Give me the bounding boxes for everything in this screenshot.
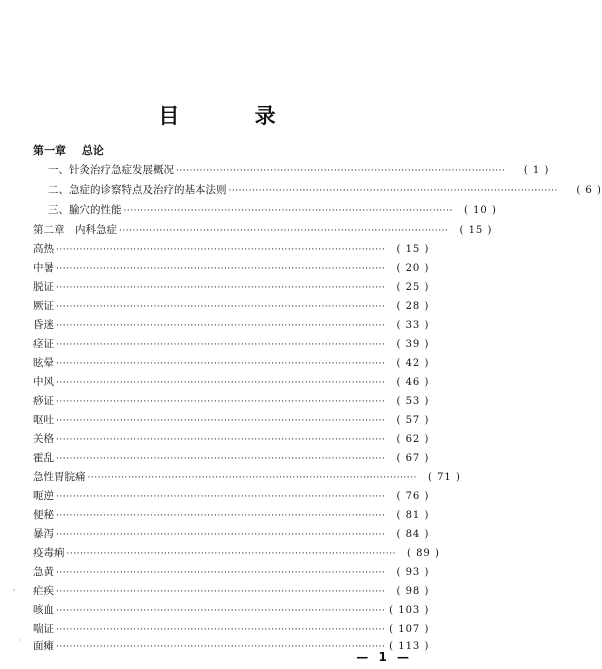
toc-entry-page: ( 103 ) <box>389 605 430 616</box>
toc-entry-label: 高热 <box>33 243 54 255</box>
toc-entry-label: 中风 <box>33 376 54 388</box>
dot-leader: ·································································································· <box>56 264 386 274</box>
toc-entry-page: ( 42 ) <box>396 358 430 369</box>
toc-entry-label: 急黄 <box>33 566 54 578</box>
toc-entry-label: 中暑 <box>33 262 54 274</box>
toc-entry[interactable] <box>33 335 430 353</box>
toc-entry[interactable] <box>33 449 430 467</box>
toc-entry[interactable] <box>33 373 430 391</box>
toc-entry-label: 疫毒痢 <box>33 547 65 559</box>
toc-entry-page: ( 6 ) <box>576 185 602 196</box>
dot-leader: ·································································································· <box>56 511 386 521</box>
toc-entry-label: 急性胃脘痛 <box>33 471 86 483</box>
toc-entry[interactable] <box>33 506 430 524</box>
dot-leader: ·································································································· <box>123 206 453 216</box>
dot-leader: ·································································································· <box>176 166 506 176</box>
toc-entry-page: ( 39 ) <box>396 339 430 350</box>
dot-leader: ·································································································· <box>56 454 386 464</box>
toc-entry-page: ( 76 ) <box>396 491 430 502</box>
dot-leader: ·································································································· <box>56 359 386 369</box>
toc-entry-label: 二、急症的诊察特点及治疗的基本法则 <box>48 184 227 196</box>
dot-leader: ·································································································· <box>56 606 386 616</box>
chapter-title: 总论 <box>81 144 104 157</box>
toc-entry[interactable] <box>33 487 430 505</box>
toc-entry-page: ( 46 ) <box>396 377 430 388</box>
toc-entry[interactable] <box>33 240 430 258</box>
dot-leader: ·································································································· <box>56 568 386 578</box>
toc-entry[interactable] <box>48 201 497 219</box>
toc-entry-label: 痧证 <box>33 395 54 407</box>
toc-entry-page: ( 33 ) <box>396 320 430 331</box>
dot-leader: ·································································································· <box>228 186 558 196</box>
dot-leader: ·································································································· <box>56 435 386 445</box>
toc-entry-label: 痉证 <box>33 338 54 350</box>
toc-entry-page: ( 20 ) <box>396 263 430 274</box>
toc-entry-page: ( 15 ) <box>459 225 493 236</box>
toc-entry[interactable] <box>33 620 430 638</box>
toc-entry-page: ( 15 ) <box>396 244 430 255</box>
toc-entry-label: 面瘫 <box>33 640 54 652</box>
toc-entry[interactable] <box>33 411 430 429</box>
toc-entry-label: 三、腧穴的性能 <box>48 204 122 216</box>
toc-entry-label: 昏迷 <box>33 319 54 331</box>
toc-entry-label: 疟疾 <box>33 585 54 597</box>
toc-entry-page: ( 93 ) <box>396 567 430 578</box>
toc-entry-label: 暴泻 <box>33 528 54 540</box>
toc-entry-label: 咳血 <box>33 604 54 616</box>
toc-entry[interactable] <box>33 601 430 619</box>
toc-entry-label: 便秘 <box>33 509 54 521</box>
dot-leader: ·································································································· <box>56 625 386 635</box>
toc-entry[interactable] <box>48 181 602 199</box>
toc-entry[interactable] <box>33 525 430 543</box>
toc-entry[interactable] <box>33 259 430 277</box>
toc-entry-label: 呕吐 <box>33 414 54 426</box>
toc-entry[interactable] <box>33 392 430 410</box>
toc-entry-label: 脱证 <box>33 281 54 293</box>
toc-entry-page: ( 89 ) <box>406 548 440 559</box>
dot-leader: ·································································································· <box>56 340 386 350</box>
dot-leader: ·································································································· <box>66 549 396 559</box>
toc-entry-page: ( 28 ) <box>396 301 430 312</box>
toc-entry[interactable] <box>48 161 550 179</box>
dot-leader: ·································································································· <box>56 642 386 652</box>
toc-entry-page: ( 1 ) <box>523 165 550 176</box>
dot-leader: ·································································································· <box>56 416 386 426</box>
toc-entry-page: ( 84 ) <box>396 529 430 540</box>
dot-leader: ·································································································· <box>56 283 386 293</box>
toc-entry-label: 一、针灸治疗急症发展概况 <box>48 164 174 176</box>
dot-leader: ·································································································· <box>56 530 386 540</box>
dot-leader: ·································································································· <box>56 245 386 255</box>
toc-entry[interactable] <box>33 468 461 486</box>
toc-entry[interactable] <box>33 278 430 296</box>
toc-entry-label: 关格 <box>33 433 54 445</box>
dot-leader: ·································································································· <box>119 226 449 236</box>
toc-entry-label: 喘证 <box>33 623 54 635</box>
toc-entry-page: ( 107 ) <box>389 624 430 635</box>
dot-leader: ·································································································· <box>56 302 386 312</box>
toc-entry[interactable] <box>33 563 430 581</box>
toc-entry-page: ( 113 ) <box>389 641 430 652</box>
toc-entry-label: 霍乱 <box>33 452 54 464</box>
dot-leader: ·································································································· <box>56 587 386 597</box>
toc-entry-label: 眩晕 <box>33 357 54 369</box>
toc-entry-page: ( 53 ) <box>396 396 430 407</box>
toc-entry-page: ( 57 ) <box>396 415 430 426</box>
dot-leader: ·································································································· <box>56 378 386 388</box>
toc-entry-page: ( 62 ) <box>396 434 430 445</box>
toc-entry[interactable] <box>33 316 430 334</box>
toc-entry-label: 厥证 <box>33 300 54 312</box>
scan-speck <box>19 639 20 640</box>
dot-leader: ·································································································· <box>56 397 386 407</box>
toc-chapter-entry[interactable] <box>33 221 493 239</box>
toc-entry[interactable] <box>33 297 430 315</box>
toc-entry[interactable] <box>33 582 430 600</box>
scan-speck <box>13 589 14 590</box>
chapter-heading <box>33 142 104 160</box>
toc-entry-label: 呃逆 <box>33 490 54 502</box>
toc-entry[interactable] <box>33 544 440 562</box>
dot-leader: ·································································································· <box>56 321 386 331</box>
toc-chapter-label: 第二章 内科急症 <box>33 224 117 236</box>
toc-entry[interactable] <box>33 354 430 372</box>
dot-leader: ·································································································· <box>87 473 417 483</box>
toc-entry-page: ( 81 ) <box>396 510 430 521</box>
footer-page-number: — 1 — <box>356 650 412 664</box>
toc-entry-page: ( 67 ) <box>396 453 430 464</box>
toc-entry-page: ( 71 ) <box>427 472 461 483</box>
page-title: 目 录 <box>158 104 310 128</box>
toc-entry-page: ( 98 ) <box>396 586 430 597</box>
toc-entry-page: ( 10 ) <box>463 205 497 216</box>
chapter-number: 第一章 <box>33 144 66 157</box>
toc-entry-page: ( 25 ) <box>396 282 430 293</box>
dot-leader: ·································································································· <box>56 492 386 502</box>
toc-entry[interactable] <box>33 430 430 448</box>
